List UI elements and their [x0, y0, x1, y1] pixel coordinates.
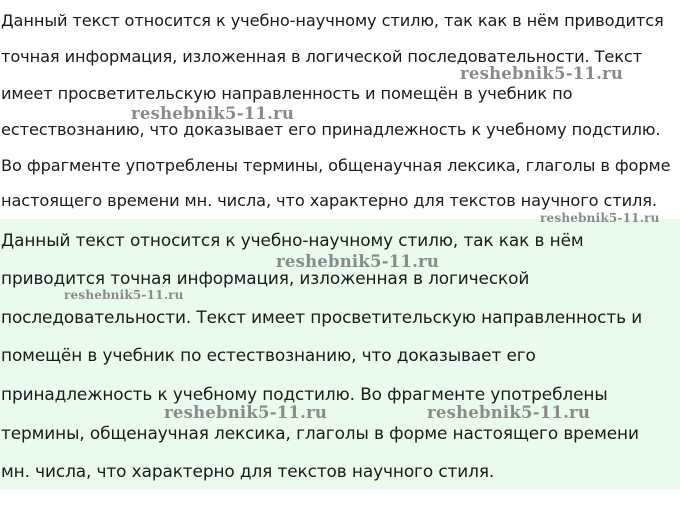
- text-line: принадлежность к учебному подстилю. Во фрагменте употреблены: [1, 384, 608, 404]
- text-line: последовательности. Текст имеет просветительскую направленность и: [1, 307, 643, 327]
- watermark: reshebnik5-11.ru: [427, 403, 591, 422]
- text-line: Данный текст относится к учебно-научному стилю, так как в нём: [1, 230, 584, 250]
- text-block-top: [0, 0, 680, 219]
- text-line: естествознанию, что доказывает его принадлежность к учебному подстилю.: [1, 120, 661, 139]
- watermark: reshebnik5-11.ru: [540, 211, 660, 225]
- text-line: точная информация, изложенная в логической последовательности. Текст: [1, 47, 643, 66]
- text-line: мн. числа, что характерно для текстов научного стиля.: [1, 461, 495, 481]
- watermark: reshebnik5-11.ru: [64, 288, 184, 302]
- text-line: настоящего времени мн. числа, что характерно для текстов научного стиля.: [1, 191, 657, 210]
- text-line: термины, общенаучная лексика, глаголы в форме настоящего времени: [1, 423, 639, 443]
- text-line: Данный текст относится к учебно-научному стилю, так как в нём приводится: [1, 11, 664, 30]
- watermark: reshebnik5-11.ru: [131, 104, 295, 123]
- text-line: Во фрагменте употреблены термины, общенаучная лексика, глаголы в форме: [1, 156, 671, 175]
- watermark: reshebnik5-11.ru: [164, 403, 328, 422]
- text-line: приводится точная информация, изложенная в логической: [1, 268, 530, 288]
- watermark: reshebnik5-11.ru: [460, 64, 624, 83]
- text-line: имеет просветительскую направленность и помещён в учебник по: [1, 84, 573, 103]
- watermark: reshebnik5-11.ru: [276, 252, 440, 271]
- text-line: помещён в учебник по естествознанию, что доказывает его: [1, 345, 536, 365]
